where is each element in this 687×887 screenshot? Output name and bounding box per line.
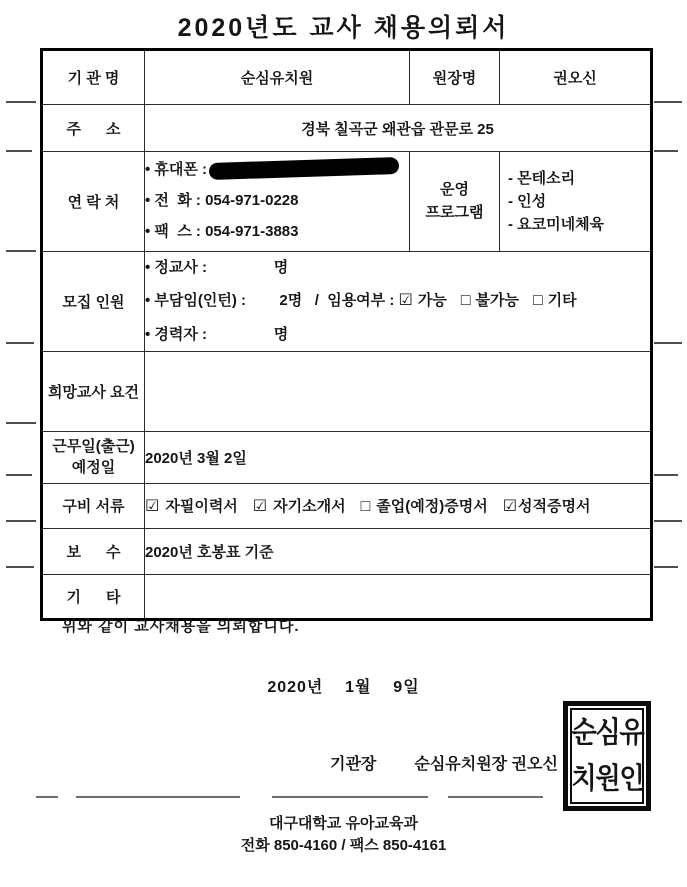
program-item: - 인성 xyxy=(508,192,547,210)
scan-artifact xyxy=(654,474,678,476)
pay-value: 2020년 호봉표 기준 xyxy=(145,528,652,574)
row-institution xyxy=(42,50,652,105)
scan-artifact xyxy=(6,520,36,522)
workday-value: 2020년 3월 2일 xyxy=(145,431,652,483)
checkbox-unchecked-icon: □ xyxy=(360,498,371,516)
program-label-cell: 운영 프로그램 xyxy=(410,152,500,252)
redaction-bar xyxy=(209,157,399,180)
scan-artifact xyxy=(654,520,682,522)
scan-artifact xyxy=(76,796,240,798)
signer-name: 순심유치원장 권오신 xyxy=(414,756,558,773)
recruit-label: 모집 인원 xyxy=(42,252,145,352)
requirements-value xyxy=(145,351,652,431)
row-pay xyxy=(42,528,652,574)
request-statement: 위와 같이 교사채용을 의뢰합니다. xyxy=(62,618,300,635)
employment-request-table xyxy=(40,48,653,621)
workday-label: 근무일(출근) 예정일 xyxy=(42,431,145,483)
option-impossible: □ 불가능 xyxy=(460,292,519,310)
row-contact xyxy=(42,152,652,252)
scan-artifact xyxy=(6,342,34,344)
scan-artifact xyxy=(448,796,543,798)
checkbox-checked-icon: ☑ xyxy=(252,498,268,516)
request-date: 2020년 1월 9일 xyxy=(267,679,420,696)
scan-artifact xyxy=(654,150,678,152)
etc-label: 기 타 xyxy=(42,574,145,619)
address-label: 주 소 xyxy=(42,105,145,152)
scan-artifact xyxy=(654,566,678,568)
contact-label: 연 락 처 xyxy=(42,152,145,252)
row-workday xyxy=(42,431,652,483)
scan-artifact xyxy=(6,250,36,252)
checkbox-checked-icon: ☑ xyxy=(502,498,518,516)
doc-item-intro: ☑ 자기소개서 xyxy=(252,498,346,516)
scan-artifact xyxy=(6,566,34,568)
pay-label: 보 수 xyxy=(42,528,145,574)
scan-artifact xyxy=(6,422,36,424)
checkbox-unchecked-icon: □ xyxy=(460,292,471,310)
documents-label: 구비 서류 xyxy=(42,483,145,528)
checkbox-unchecked-icon: □ xyxy=(532,292,543,310)
documents-cell xyxy=(145,483,652,528)
row-etc xyxy=(42,574,652,619)
program-item: - 몬테소리 xyxy=(508,169,576,187)
phone-line: • 전 화 : 054-971-0228 xyxy=(145,192,299,210)
program-list-cell xyxy=(500,152,652,252)
doc-item-transcript: ☑성적증명서 xyxy=(502,498,591,516)
checkbox-checked-icon: ☑ xyxy=(145,498,160,516)
etc-value xyxy=(145,574,652,619)
address-value: 경북 칠곡군 왜관읍 관문로 25 xyxy=(145,105,652,152)
seal-characters: 순 심 유 치 원 인 xyxy=(570,708,644,804)
signature-line xyxy=(330,751,558,774)
row-requirements xyxy=(42,351,652,431)
doc-item-graduation: □ 졸업(예정)증명서 xyxy=(360,498,488,516)
program-item: - 요코미네체육 xyxy=(508,216,605,234)
career-line: • 경력자 : 명 xyxy=(145,325,289,343)
director-value: 권오신 xyxy=(500,50,652,105)
institution-value: 순심유치원 xyxy=(145,50,410,105)
official-seal-stamp xyxy=(563,701,651,811)
scan-artifact xyxy=(654,101,682,103)
checkbox-checked-icon: ☑ xyxy=(398,292,413,310)
contact-info-cell xyxy=(145,152,410,252)
scan-artifact xyxy=(654,342,682,344)
director-label: 원장명 xyxy=(410,50,500,105)
scan-artifact xyxy=(36,796,58,798)
row-recruit xyxy=(42,252,652,352)
option-other: □ 기타 xyxy=(532,292,577,310)
institution-label: 기 관 명 xyxy=(42,50,145,105)
row-documents xyxy=(42,483,652,528)
requirements-label: 희망교사 요건 xyxy=(42,351,145,431)
document-title: 2020년도 교사 채용의뢰서 xyxy=(177,14,510,42)
doc-item-resume: ☑ 자필이력서 xyxy=(145,498,238,516)
scan-artifact xyxy=(6,101,36,103)
department-name: 대구대학교 유아교육과 xyxy=(268,815,419,832)
signer-title: 기관장 xyxy=(330,756,377,773)
row-address xyxy=(42,105,652,152)
staff-line: • 정교사 : 명 xyxy=(145,259,289,276)
fax-line: • 팩 스 : 054-971-3883 xyxy=(145,222,299,240)
assistant-line: • 부담임(인턴) : 2명 / 임용여부 : ☑ 가능 □ 불가능 □ 기타 xyxy=(145,292,577,310)
option-possible: ☑ 가능 xyxy=(398,292,447,310)
mobile-line: • 휴대폰 : xyxy=(145,155,409,186)
scan-artifact xyxy=(272,796,428,798)
scan-artifact xyxy=(6,474,32,476)
department-contact: 전화 850-4160 / 팩스 850-4161 xyxy=(240,837,447,854)
recruit-cell xyxy=(145,252,652,352)
scan-artifact xyxy=(6,150,32,152)
